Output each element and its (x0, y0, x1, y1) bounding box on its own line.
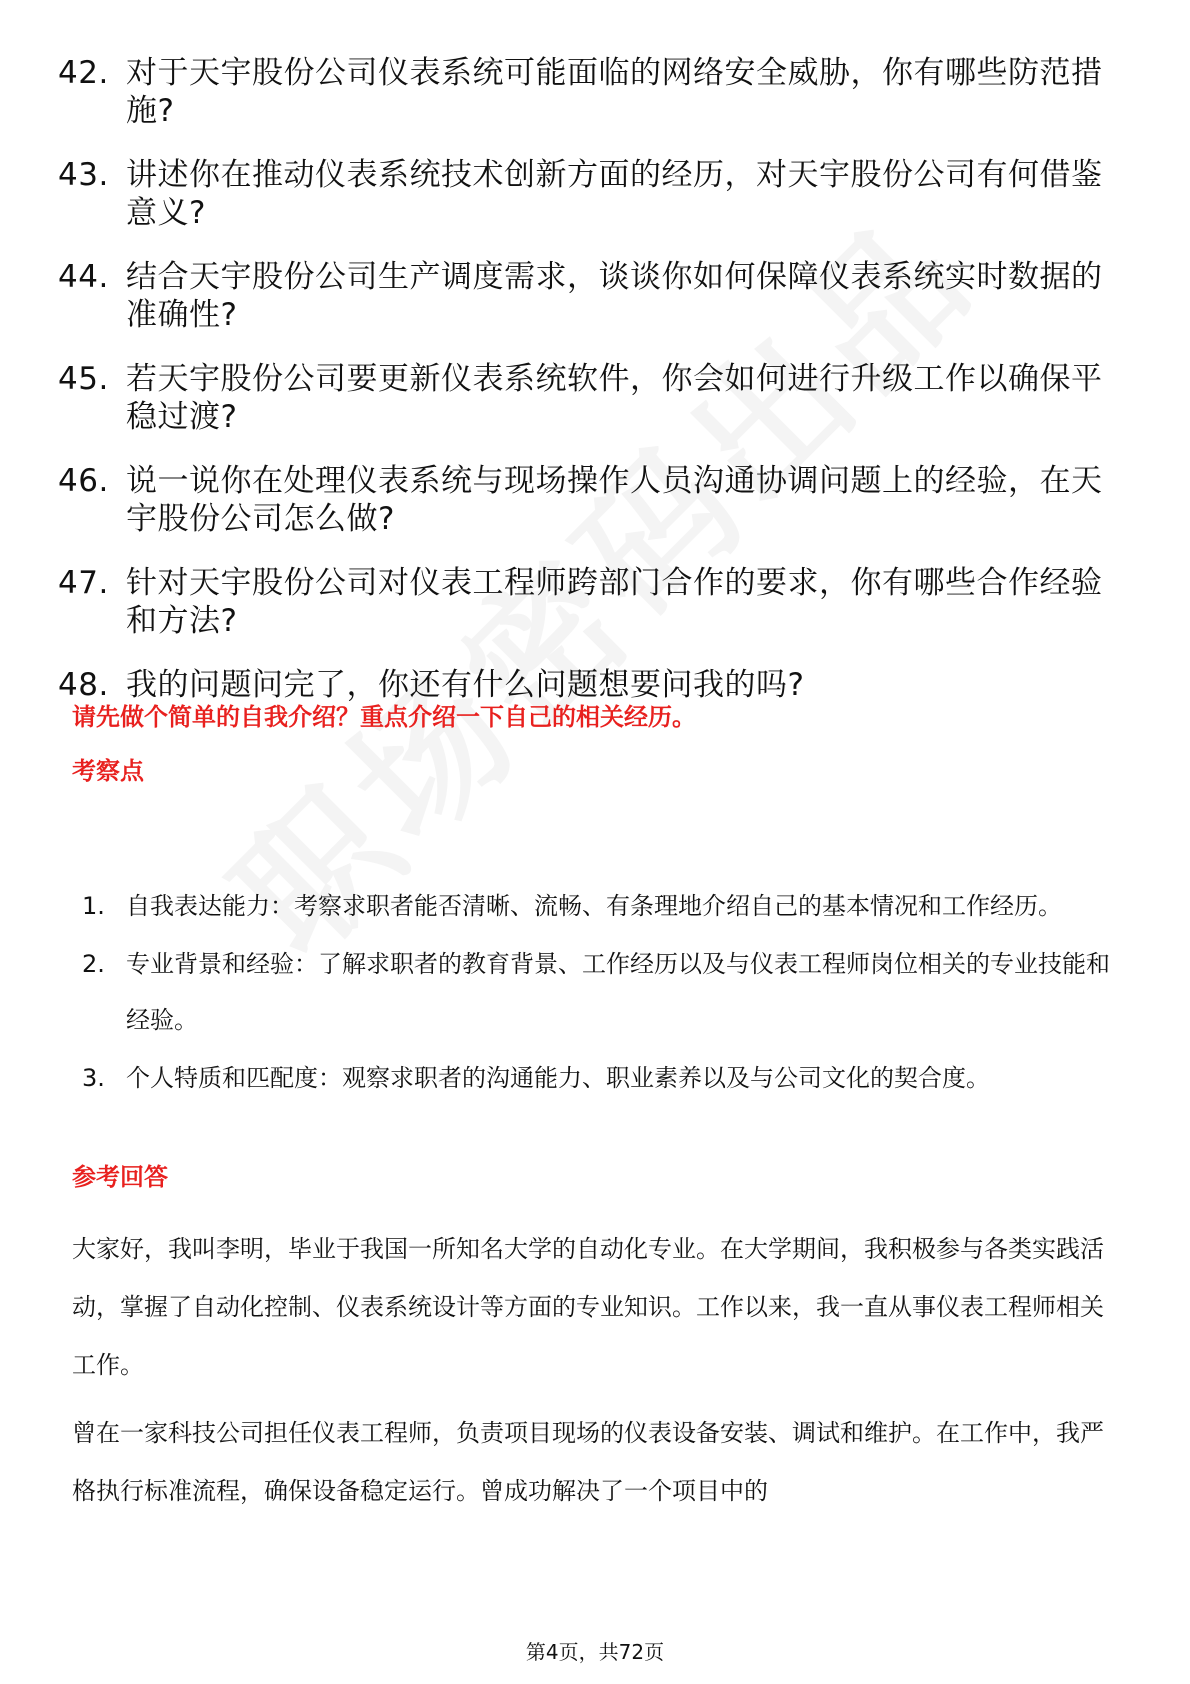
question-list (58, 54, 1133, 730)
interview-question-heading: 请先做个简单的自我介绍？重点介绍一下自己的相关经历。 (72, 703, 696, 731)
question-item (58, 258, 1133, 334)
question-number: 43. (58, 157, 109, 193)
assessment-point-text: 个人特质和匹配度：观察求职者的沟通能力、职业素养以及与公司文化的契合度。 (126, 1064, 990, 1092)
question-number: 48. (58, 667, 109, 703)
question-item (58, 156, 1133, 232)
assessment-point (82, 878, 1122, 934)
question-item (58, 462, 1133, 538)
question-text: 讲述你在推动仪表系统技术创新方面的经历，对天宇股份公司有何借鉴意义? (126, 157, 1103, 231)
assessment-point (82, 936, 1122, 1048)
assessment-points-label: 考察点 (72, 757, 144, 785)
question-item (58, 360, 1133, 436)
question-text: 说一说你在处理仪表系统与现场操作人员沟通协调问题上的经验，在天宇股份公司怎么做? (126, 463, 1103, 537)
question-number: 47. (58, 565, 109, 601)
answer-paragraph: 曾在一家科技公司担任仪表工程师，负责项目现场的仪表设备安装、调试和维护。在工作中，我严格执行标准流程，确保设备稳定运行。曾成功解决了一个项目中的 (72, 1419, 1104, 1505)
question-item (58, 666, 1133, 704)
assessment-point-text: 专业背景和经验：了解求职者的教育背景、工作经历以及与仪表工程师岗位相关的专业技能和经验。 (126, 950, 1110, 1034)
question-item (58, 564, 1133, 640)
question-number: 42. (58, 55, 109, 91)
assessment-points-list (82, 878, 1122, 1108)
page-number: 第4页，共72页 (525, 1640, 665, 1664)
answer-paragraph: 大家好，我叫李明，毕业于我国一所知名大学的自动化专业。在大学期间，我积极参与各类实践活动，掌握了自动化控制、仪表系统设计等方面的专业知识。工作以来，我一直从事仪表工程师相关工作。 (72, 1235, 1104, 1379)
question-text: 结合天宇股份公司生产调度需求，谈谈你如何保障仪表系统实时数据的准确性? (126, 259, 1103, 333)
question-number: 44. (58, 259, 109, 295)
question-number: 45. (58, 361, 109, 397)
assessment-point-number: 2. (82, 950, 105, 978)
question-text: 若天宇股份公司要更新仪表系统软件，你会如何进行升级工作以确保平稳过渡? (126, 361, 1103, 435)
reference-answer-label: 参考回答 (72, 1163, 168, 1191)
question-text: 对于天宇股份公司仪表系统可能面临的网络安全威胁，你有哪些防范措施? (126, 55, 1103, 129)
assessment-point-number: 3. (82, 1064, 105, 1092)
assessment-point (82, 1050, 1122, 1106)
question-text: 针对天宇股份公司对仪表工程师跨部门合作的要求，你有哪些合作经验和方法? (126, 565, 1103, 639)
assessment-point-text: 自我表达能力：考察求职者能否清晰、流畅、有条理地介绍自己的基本情况和工作经历。 (126, 892, 1062, 920)
assessment-point-number: 1. (82, 892, 105, 920)
question-text: 我的问题问完了，你还有什么问题想要问我的吗? (126, 667, 805, 703)
question-item (58, 54, 1133, 130)
question-number: 46. (58, 463, 109, 499)
